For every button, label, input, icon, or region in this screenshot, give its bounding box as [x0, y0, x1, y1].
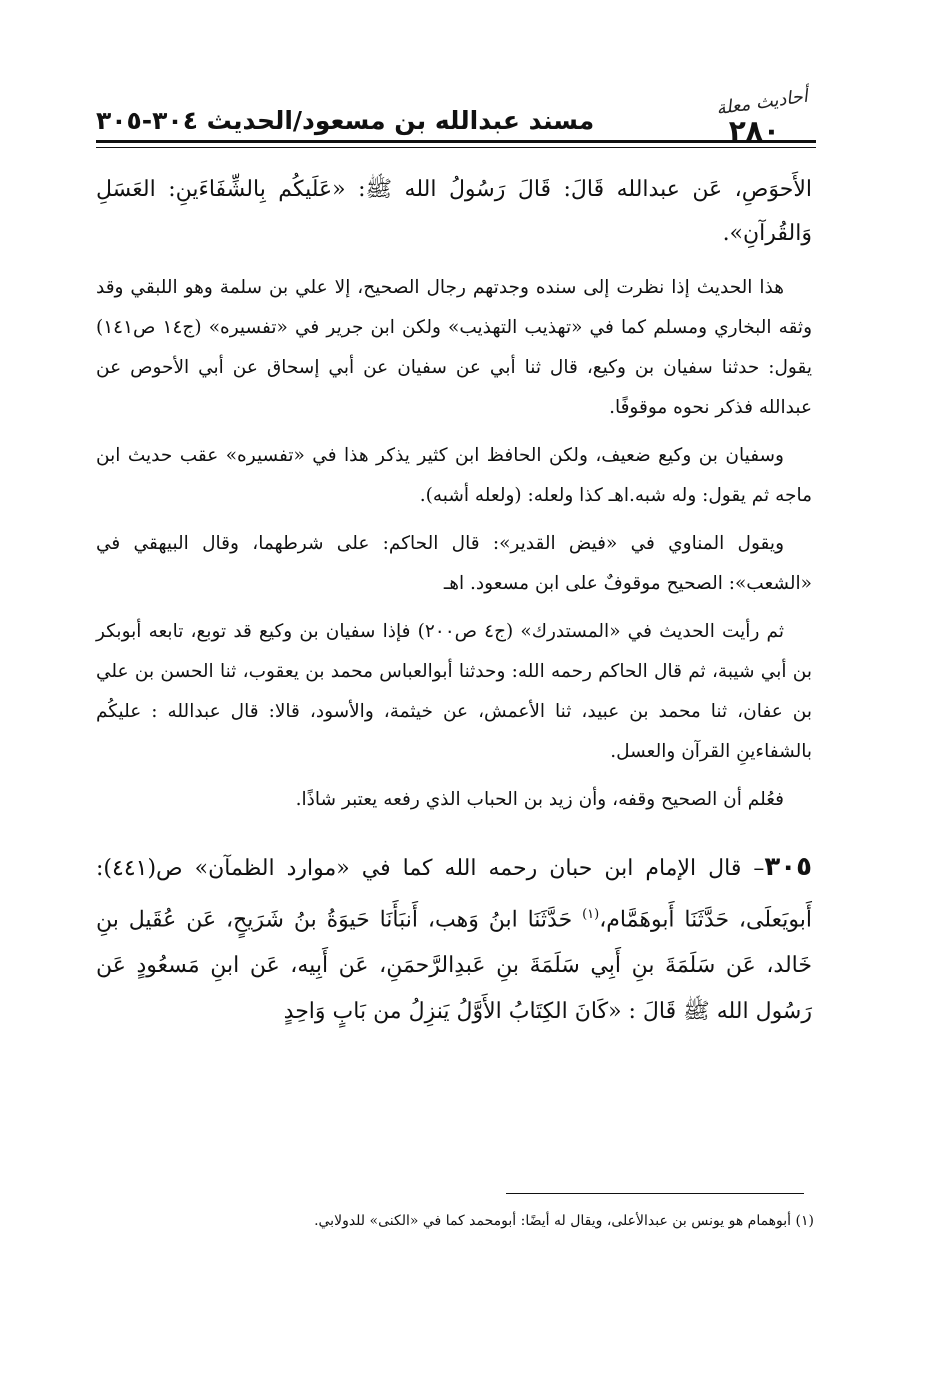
page-header [96, 85, 816, 158]
footnote-separator [506, 1193, 804, 1194]
paragraph: ويقول المناوي في «فيض القدير»: قال الحاكم: على شرطهما، وقال البيهقي في «الشعب»: الصحيح موقوفٌ على ابن مسعود. اهـ [96, 533, 812, 594]
footnote-ref: (١) [582, 907, 600, 922]
header-rule-thin [96, 147, 816, 148]
paragraph: ثم رأيت الحديث في «المستدرك» (ج٤ ص٢٠٠) فإذا سفيان بن وكيع قد توبع، تابعه أبوبكر بن أبي شيبة، ثم قال الحاكم رحمه الله: وحدثنا أبوالعباس محمد بن يعقوب، ثنا الحسن بن علي بن عفان، ثنا محمد بن عبيد، ثنا الأعمش، عن خيثمة، والأسود، قالا: قال عبدالله : عليكُم بالشفاءينِ القرآن والعسل. [96, 621, 812, 762]
page-body [96, 168, 812, 1035]
paragraph: فعُلم أن الصحيح وقفه، وأن زيد بن الحباب الذي رفعه يعتبر شاذًا. [295, 789, 784, 810]
footnote: (١) أبوهمام هو يونس بن عبدالأعلى، ويقال له أيضًا: أبومحمد كما في «الكنى» للدولابي. [314, 1213, 814, 1229]
paragraph: وسفيان بن وكيع ضعيف، ولكن الحافظ ابن كثير يذكر هذا في «تفسيره» عقب حديث ابن ماجه ثم يقول: وله شبه.اهـ كذا ولعله: (ولعله أشبه). [96, 445, 812, 506]
handwritten-note: أحاديث معلة [715, 85, 810, 120]
header-rule-thick [96, 140, 816, 143]
paragraph: الأَحوَصِ، عَن عبدالله قَالَ: قَالَ رَسُولُ الله ﷺ: «عَلَيكُم بِالشِّفَاءَينِ: العَسَلِ وَالقُرآنِ». [96, 177, 812, 246]
paragraph: هذا الحديث إذا نظرت إلى سنده وجدتهم رجال الصحيح، إلا علي بن سلمة وهو اللبقي وقد وثقه البخاري ومسلم كما في «تهذيب التهذيب» ولكن ابن جرير في «تفسيره» (ج١٤ ص١٤١) يقول: حدثنا سفيان بن وكيع، قال ثنا أبي عن سفيان عن أبي إسحاق عن أبي الأحوص عن عبدالله فذكر نحوه موقوفًا. [96, 277, 813, 418]
hadith-number: ٣٠٥ [764, 852, 812, 882]
running-title: مسند عبدالله بن مسعود/الحديث ٣٠٤-٣٠٥ [96, 106, 595, 135]
hadith-entry [96, 844, 812, 1035]
page-number: ٢٨٠ [728, 114, 780, 147]
hadith-text: أَبويَعلَى، حَدَّثَنَا أَبوهَمَّام، [599, 907, 812, 933]
hadith-intro: – قال الإمام ابن حبان رحمه الله كما في «موارد الظمآن» ص(٤٤١): [96, 856, 765, 881]
hadith-text-cont: حَدَّثَنَا ابنُ وَهب، أَنبَأَنَا حَيوَةُ بنُ شَرَيحٍ، عَن عُقَيل بنِ خَالد، عَن سَلَمَةَ بنِ أَبِي سَلَمَةَ بنِ عَبدِالرَّحمَنِ، عَن أَبِيه، عَن ابنِ مَسعُودٍ عَن رَسُول الله ﷺ قَالَ : «كَانَ الكِتَابُ الأَوَّلُ يَنزِلُ من بَابٍ وَاحِدٍ [96, 907, 812, 1025]
